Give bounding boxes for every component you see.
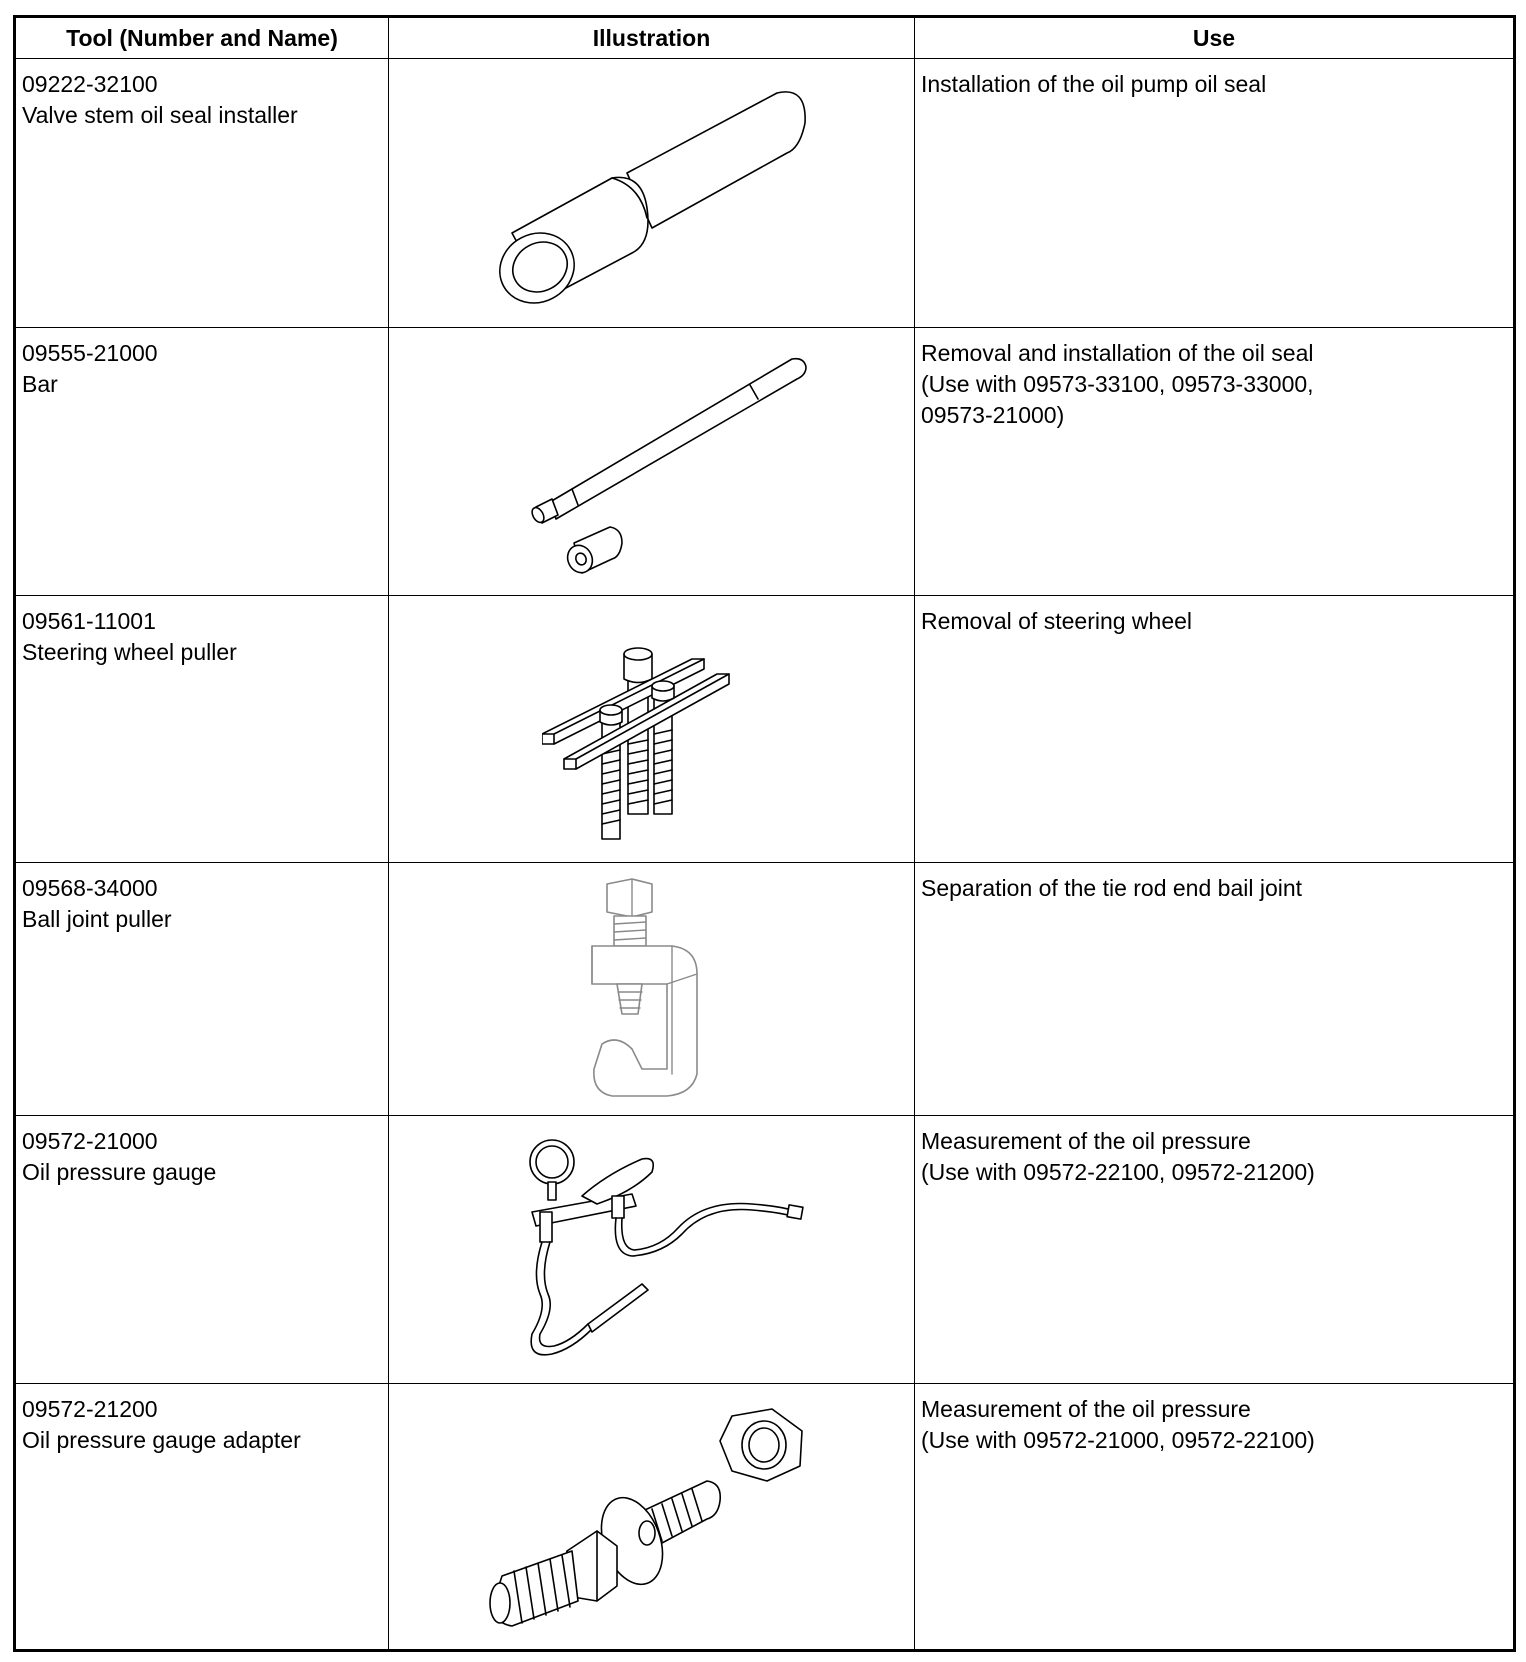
use-line: Measurement of the oil pressure <box>921 1395 1251 1422</box>
use-line: Separation of the tie rod end bail joint <box>921 875 1303 901</box>
illustration-cell <box>389 1383 915 1650</box>
header-tool: Tool (Number and Name) <box>15 17 389 59</box>
tool-name: Ball joint puller <box>22 906 172 932</box>
illustration-cell <box>389 863 915 1116</box>
table-row <box>15 863 1515 1116</box>
valve-stem-oil-seal-installer-icon <box>492 78 812 308</box>
tool-cell <box>15 595 389 862</box>
tool-cell <box>15 328 389 595</box>
tool-name: Oil pressure gauge adapter <box>22 1426 301 1453</box>
oil-pressure-gauge-adapter-icon <box>482 1401 822 1631</box>
use-cell <box>915 1383 1515 1650</box>
table-row <box>15 595 1515 862</box>
tool-cell <box>15 863 389 1116</box>
tool-name: Oil pressure gauge <box>22 1159 217 1186</box>
use-line: Removal and installation of the oil seal <box>921 340 1314 367</box>
use-cell <box>915 595 1515 862</box>
illustration-cell <box>389 328 915 595</box>
tool-cell <box>15 1383 389 1650</box>
use-line: (Use with 09572-22100, 09572-21200) <box>921 1159 1315 1186</box>
use-cell <box>915 863 1515 1116</box>
tool-number: 09555-21000 <box>22 340 158 367</box>
ball-joint-puller-icon <box>572 874 732 1104</box>
use-line: Measurement of the oil pressure <box>921 1128 1251 1155</box>
illustration-cell <box>389 1116 915 1383</box>
tool-number: 09561-11001 <box>22 607 156 634</box>
use-cell <box>915 328 1515 595</box>
use-cell <box>915 1116 1515 1383</box>
table-row <box>15 1116 1515 1383</box>
tool-number: 09572-21000 <box>22 1128 158 1155</box>
tool-number: 09568-34000 <box>22 875 158 901</box>
tool-number: 09572-21200 <box>22 1395 158 1422</box>
illustration-cell <box>389 595 915 862</box>
illustration-cell <box>389 59 915 328</box>
tool-cell <box>15 1116 389 1383</box>
table-row <box>15 59 1515 328</box>
header-illustration: Illustration <box>389 17 915 59</box>
steering-wheel-puller-icon <box>542 614 762 844</box>
special-tools-table <box>13 15 1516 1652</box>
table-row <box>15 328 1515 595</box>
header-use: Use <box>915 17 1515 59</box>
use-line: Removal of steering wheel <box>921 607 1193 634</box>
tool-name: Bar <box>22 371 58 398</box>
tool-cell <box>15 59 389 328</box>
table-row <box>15 1383 1515 1650</box>
bar-tool-icon <box>492 347 812 577</box>
use-line: (Use with 09573-33100, 09573-33000, <box>921 371 1314 398</box>
oil-pressure-gauge-icon <box>492 1134 812 1364</box>
use-line: Installation of the oil pump oil seal <box>921 71 1267 97</box>
table-header-row <box>15 17 1515 59</box>
use-line: (Use with 09572-21000, 09572-22100) <box>921 1426 1315 1453</box>
tool-number: 09222-32100 <box>22 71 158 97</box>
tool-name: Valve stem oil seal installer <box>22 102 298 128</box>
use-cell <box>915 59 1515 328</box>
use-line: 09573-21000) <box>921 402 1065 429</box>
tool-name: Steering wheel puller <box>22 638 237 665</box>
